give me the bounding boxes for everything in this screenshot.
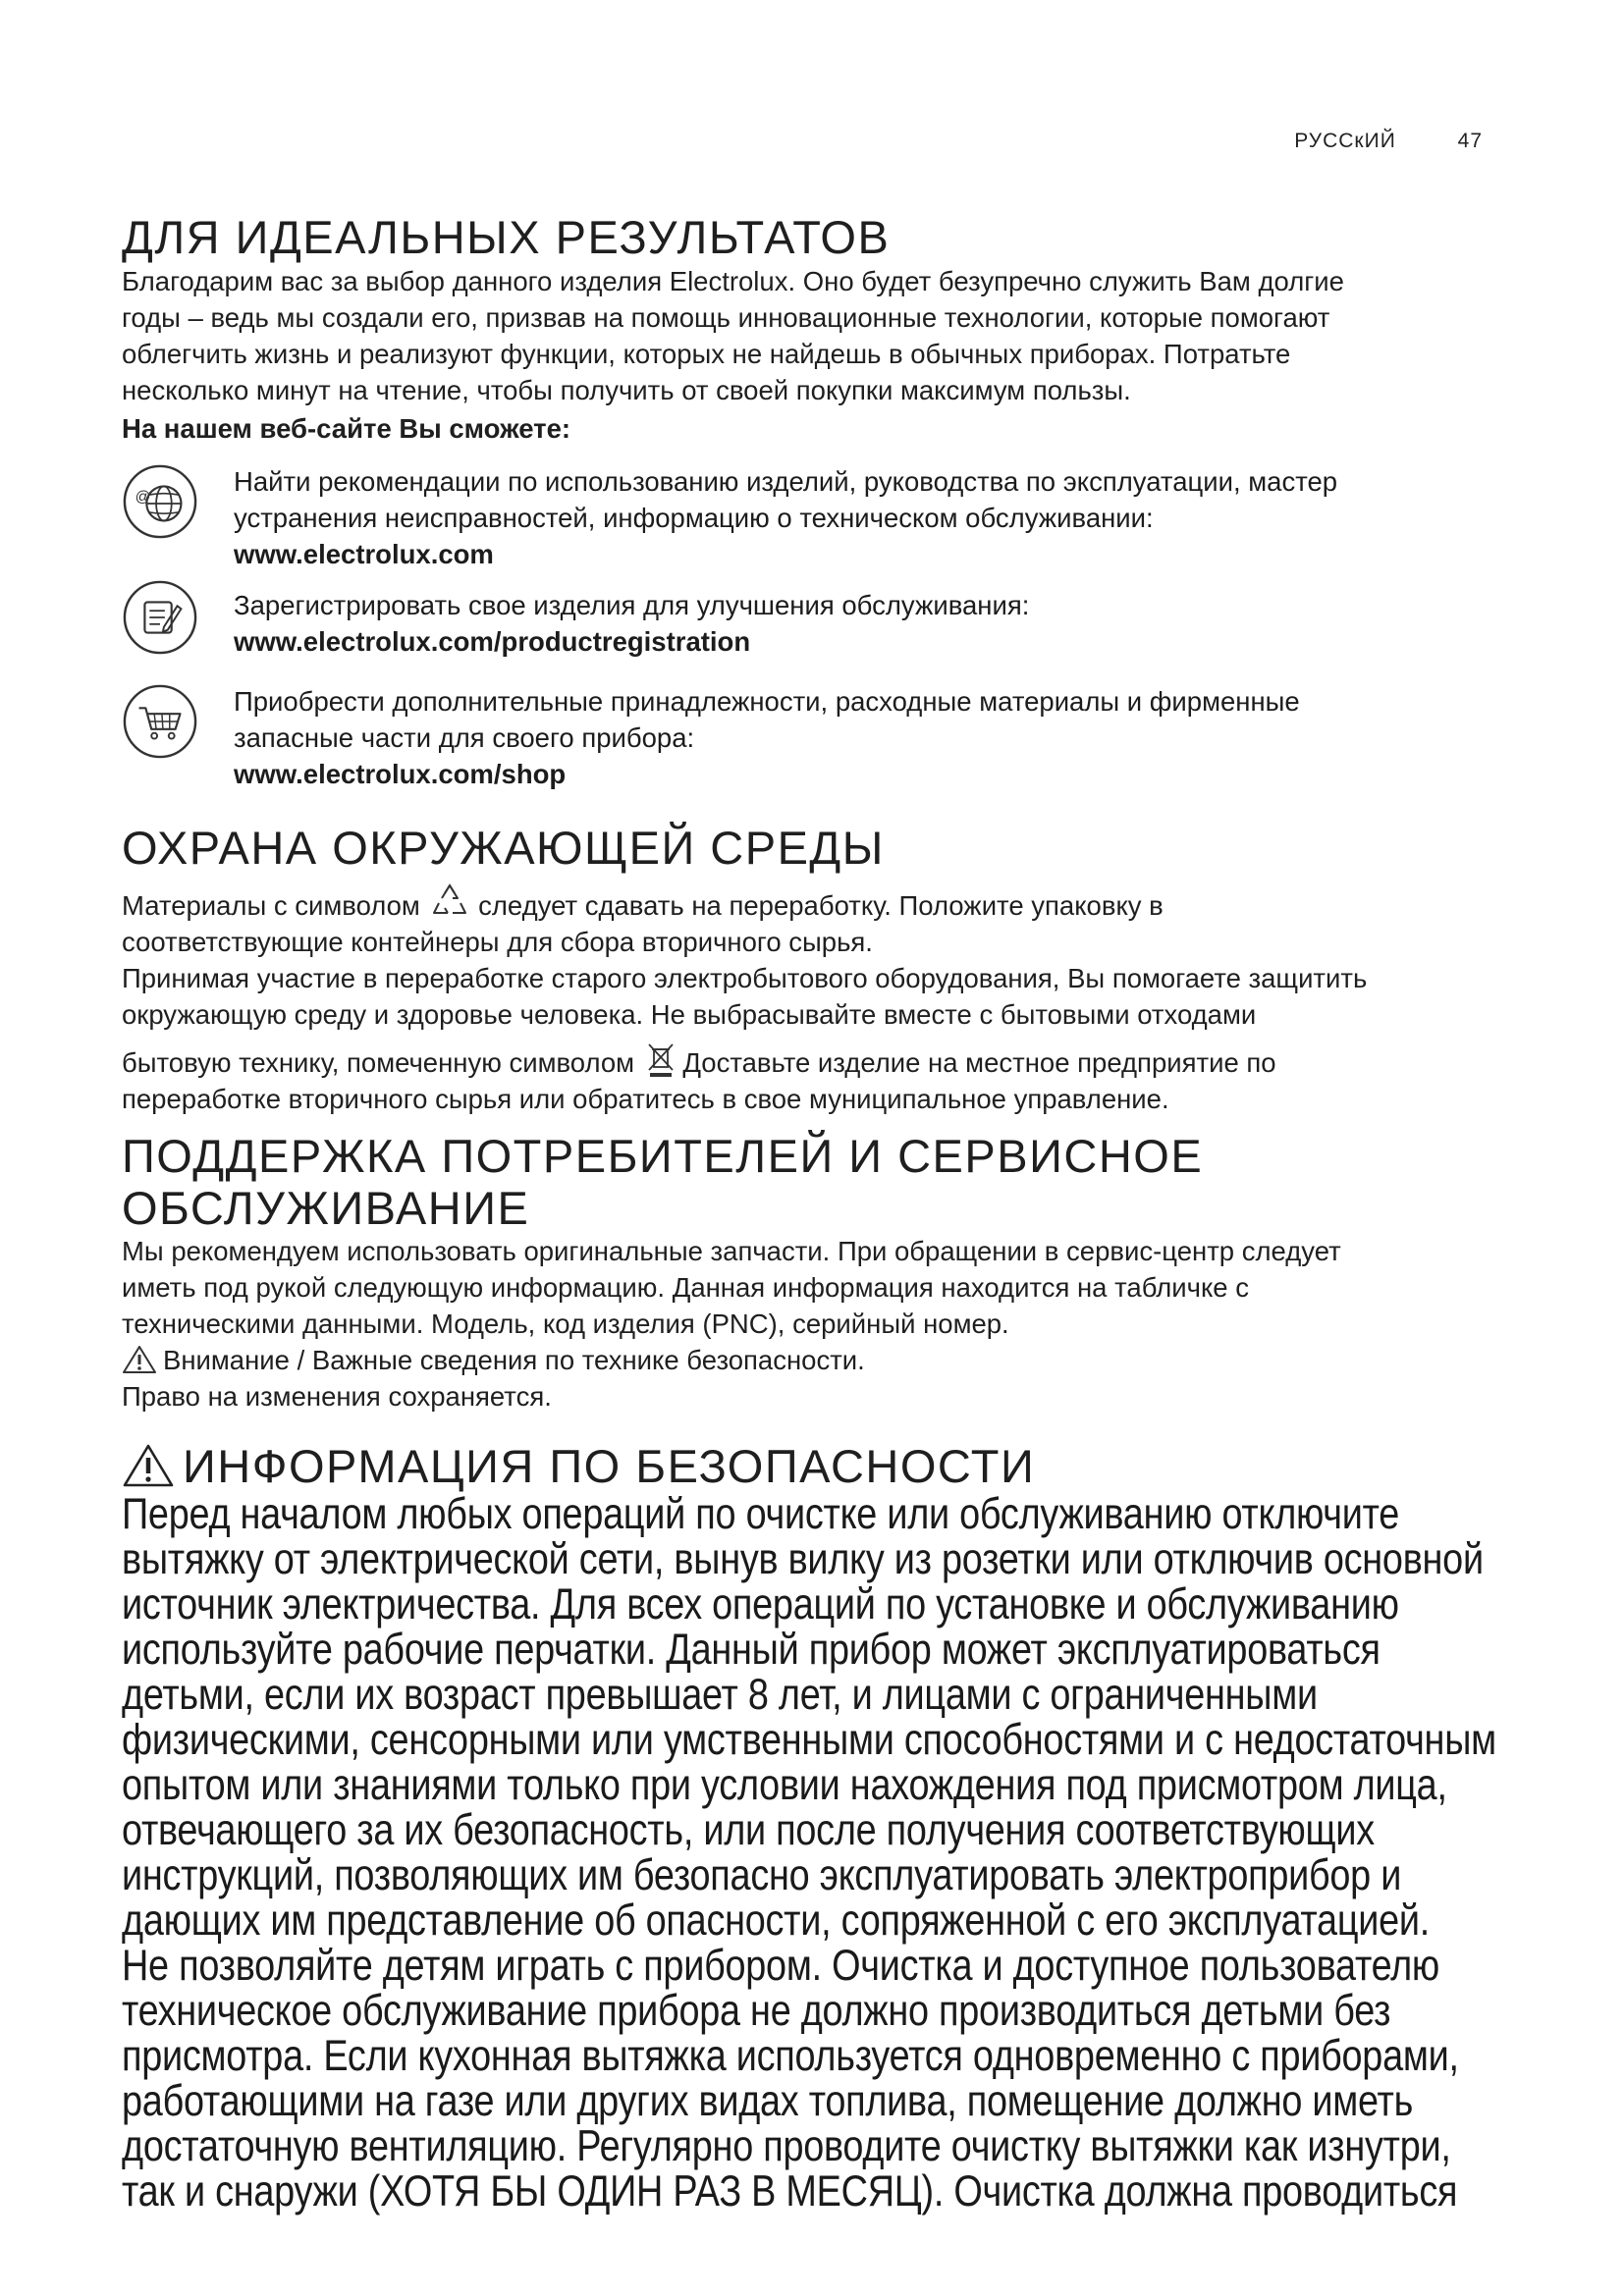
- section-title-environment: ОХРАНА ОКРУЖАЮЩЕЙ СРЕДЫ: [122, 822, 885, 874]
- website-link[interactable]: www.electrolux.com: [234, 539, 494, 569]
- safety-line: присмотра. Если кухонная вытяжка используется одновременно с приборами,: [122, 2032, 1459, 2080]
- intro-line: облегчить жизнь и реализуют функции, которых не найдешь в обычных приборах. Потратьте: [122, 339, 1291, 369]
- env-line-4: окружающую среду и здоровье человека. Не выбрасывайте вместе с бытовыми отходами: [122, 999, 1257, 1030]
- website-item-shop: [122, 683, 1516, 791]
- globe-icon: [122, 463, 198, 540]
- safety-line: Не позволяйте детям играть с прибором. Очистка и доступное пользователю: [122, 1942, 1440, 1990]
- warning-text: Внимание / Важные сведения по технике безопасности.: [163, 1345, 865, 1375]
- website-heading: На нашем веб-сайте Вы сможете:: [122, 413, 571, 444]
- env-text: следует сдавать на переработку. Положите упаковку в: [478, 890, 1164, 921]
- safety-paragraph: [122, 1492, 1507, 2215]
- intro-line: Благодарим вас за выбор данного изделия Electrolux. Оно будет безупречно служить Вам долгие: [122, 266, 1344, 296]
- warning-icon: [122, 1345, 157, 1374]
- website-item-manuals: [122, 463, 1516, 571]
- recycle-icon: [431, 881, 468, 921]
- section-title-safety: [122, 1439, 1035, 1494]
- support-line: техническими данными. Модель, код изделия (PNC), серийный номер.: [122, 1308, 1009, 1339]
- item-text: [234, 683, 1510, 792]
- register-icon: [122, 579, 198, 656]
- env-text: бытовую технику, помеченную символом: [122, 1047, 635, 1078]
- header-language: РУССкИЙ: [1294, 130, 1396, 152]
- website-item-registration: [122, 579, 1516, 658]
- safety-line: техническое обслуживание прибора не должно производиться детьми без: [122, 1987, 1391, 2035]
- safety-title-text: ИНФОРМАЦИЯ ПО БЕЗОПАСНОСТИ: [183, 1440, 1036, 1492]
- env-text: Доставьте изделие на местное предприятие по: [682, 1047, 1276, 1078]
- safety-line: вытяжку от электрической сети, вынув вилку из розетки или отключив основной: [122, 1535, 1484, 1583]
- item-text: [234, 463, 1510, 572]
- safety-line: используйте рабочие перчатки. Данный прибор может эксплуатироваться: [122, 1626, 1380, 1674]
- safety-line: физическими, сенсорными или умственными способностями и с недостаточным: [122, 1716, 1496, 1764]
- safety-line: Перед началом любых операций по очистке или обслуживанию отключите: [122, 1490, 1400, 1538]
- section-title-support-line1: ПОДДЕРЖКА ПОТРЕБИТЕЛЕЙ И СЕРВИСНОЕ: [122, 1130, 1204, 1182]
- rights-line: Право на изменения сохраняется.: [122, 1381, 552, 1412]
- item-line: устранения неисправностей, информацию о техническом обслуживании:: [234, 503, 1154, 533]
- safety-line: работающими на газе или других видах топлива, помещение должно иметь: [122, 2077, 1414, 2125]
- intro-paragraph: [122, 263, 1496, 408]
- safety-line: так и снаружи (ХОТЯ БЫ ОДИН РАЗ В МЕСЯЦ). Очистка должна проводиться: [122, 2167, 1458, 2216]
- item-line: Зарегистрировать свое изделия для улучшения обслуживания:: [234, 590, 1030, 620]
- support-line: иметь под рукой следующую информацию. Данная информация находится на табличке с: [122, 1272, 1249, 1303]
- svg-text:@: @: [135, 489, 151, 506]
- environment-paragraph: [122, 887, 1496, 1117]
- safety-line: дающих им представление об опасности, сопряженной с его эксплуатацией.: [122, 1896, 1431, 1945]
- crossed-bin-icon: [646, 1040, 676, 1079]
- safety-line: инструкций, позволяющих им безопасно эксплуатировать электроприбор и: [122, 1851, 1402, 1899]
- env-line-6: переработке вторичного сырья или обратитесь в свое муниципальное управление.: [122, 1084, 1169, 1114]
- item-line: Приобрести дополнительные принадлежности, расходные материалы и фирменные: [234, 686, 1300, 717]
- safety-line: отвечающего за их безопасность, или после получения соответствующих: [122, 1806, 1375, 1854]
- cart-icon: [122, 683, 198, 760]
- item-line: запасные части для своего прибора:: [234, 722, 695, 753]
- item-text: [234, 587, 1510, 660]
- env-line-2: соответствующие контейнеры для сбора вторичного сырья.: [122, 927, 873, 957]
- page-header: [1294, 130, 1483, 153]
- safety-line: детьми, если их возраст превышает 8 лет, и лицами с ограниченными: [122, 1671, 1318, 1719]
- env-line-3: Принимая участие в переработке старого электробытового оборудования, Вы помогаете защитить: [122, 963, 1368, 993]
- safety-line: достаточную вентиляцию. Регулярно проводите очистку вытяжки как изнутри,: [122, 2122, 1451, 2170]
- intro-line: несколько минут на чтение, чтобы получить от своей покупки максимум пользы.: [122, 375, 1131, 405]
- section-title-support-line2: ОБСЛУЖИВАНИЕ: [122, 1182, 530, 1234]
- item-line: Найти рекомендации по использованию изделий, руководства по эксплуатации, мастер: [234, 466, 1338, 497]
- page-number: 47: [1457, 130, 1483, 152]
- support-line: Мы рекомендуем использовать оригинальные запчасти. При обращении в сервис-центр следует: [122, 1236, 1341, 1266]
- support-warning-line: [122, 1342, 1496, 1378]
- env-line-5: [122, 1044, 1496, 1081]
- safety-line: источник электричества. Для всех операций по установке и обслуживанию: [122, 1580, 1399, 1629]
- registration-link[interactable]: www.electrolux.com/productregistration: [234, 626, 751, 657]
- section-title-results: ДЛЯ ИДЕАЛЬНЫХ РЕЗУЛЬТАТОВ: [122, 211, 891, 263]
- env-text: Материалы с символом: [122, 890, 420, 921]
- shop-link[interactable]: www.electrolux.com/shop: [234, 759, 567, 789]
- safety-warning-icon: [122, 1443, 175, 1488]
- support-paragraph: [122, 1233, 1496, 1415]
- safety-line: опытом или знаниями только при условии нахождения под присмотром лица,: [122, 1761, 1447, 1809]
- env-line-1: [122, 887, 1496, 924]
- intro-line: годы – ведь мы создали его, призвав на помощь инновационные технологии, которые помогают: [122, 302, 1330, 333]
